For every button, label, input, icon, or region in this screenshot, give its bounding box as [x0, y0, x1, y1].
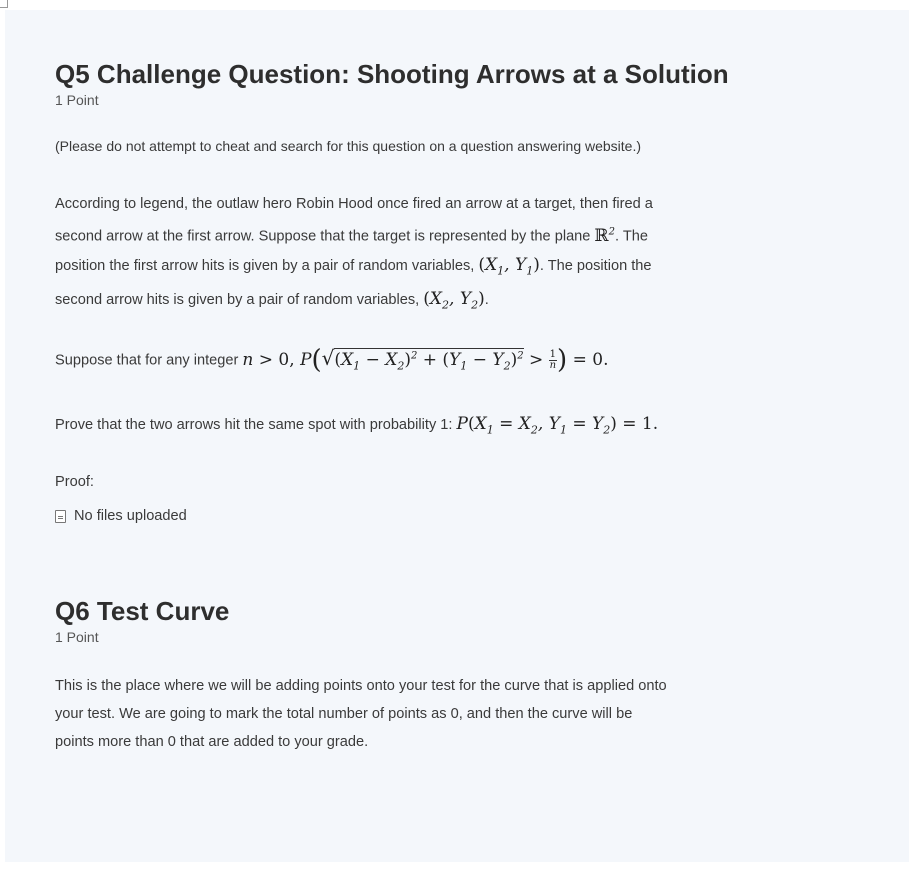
q5-description	[55, 190, 855, 319]
q5-title	[55, 58, 855, 90]
q5-prove-text: Prove that the two arrows hit the same spot with probability 1:	[55, 417, 453, 433]
q6-points: 1 Point	[55, 629, 99, 645]
q5-desc-line2-text: second arrow at the first arrow. Suppose that the target is represented by the plane	[55, 228, 591, 245]
plane-exponent: 2	[608, 226, 615, 237]
q6-number: Q6	[55, 596, 90, 626]
q5-desc-line2-end: . The	[615, 228, 648, 245]
proof-label: Proof:	[55, 474, 94, 490]
q5-title-text: Challenge Question: Shooting Arrows at a Solution	[96, 59, 729, 89]
q5-desc-line3	[55, 251, 855, 285]
q5-prove	[55, 410, 658, 444]
q6-desc-line3: points more than 0 that are added to your grade.	[55, 734, 369, 750]
q5-suppose	[55, 342, 608, 380]
question-q6	[55, 595, 855, 646]
question-panel	[5, 10, 909, 862]
corner-mark	[0, 0, 8, 8]
q5-desc-line4-end: .	[484, 292, 489, 309]
q5-disclaimer: (Please do not attempt to cheat and search for this question on a question answering website.)	[55, 138, 642, 154]
question-q5	[55, 58, 855, 109]
q6-desc-line1: This is the place where we will be adding points onto your test for the curve that is applied onto	[55, 678, 667, 694]
math-x1y1: ($X_1$, $Y_1$)	[478, 254, 540, 278]
q6-title-text: Test Curve	[96, 596, 230, 626]
file-icon	[55, 510, 66, 523]
math-conclusion: $P(X_1 = X_2$, $Y_1 = Y_2) = 1$.	[456, 414, 659, 437]
q5-desc-line1: According to legend, the outlaw hero Robin Hood once fired an arrow at a target, then fired a	[55, 196, 653, 212]
math-x2y2: ($X_2$, $Y_2$)	[423, 289, 485, 312]
q5-points: 1 Point	[55, 92, 99, 108]
q5-desc-line3-text: position the first arrow hits is given by a pair of random variables,	[55, 257, 475, 274]
q6-desc-line2: your test. We are going to mark the total number of points as 0, and then the curve will be	[55, 706, 633, 722]
q5-desc-line4-text: second arrow hits is given by a pair of random variables,	[55, 292, 420, 309]
q5-desc-line4	[55, 285, 855, 319]
q5-number: Q5	[55, 59, 90, 89]
q5-suppose-text: Suppose that for any integer	[55, 352, 239, 369]
q6-title	[55, 595, 855, 627]
no-files-text: No files uploaded	[74, 508, 187, 524]
q5-desc-line3-end: . The position the	[539, 257, 652, 274]
q6-description	[55, 672, 865, 756]
file-upload-status	[55, 508, 187, 524]
plane-symbol: ℝ	[594, 225, 609, 246]
math-condition: n > 0, $P(√(X_1 - X_2)^2 + (Y_1 - Y_2)^2$ > $\frac{1}{n}$ ) = 0.	[242, 344, 609, 375]
q5-desc-line2	[55, 218, 855, 251]
math-plane	[594, 226, 615, 246]
